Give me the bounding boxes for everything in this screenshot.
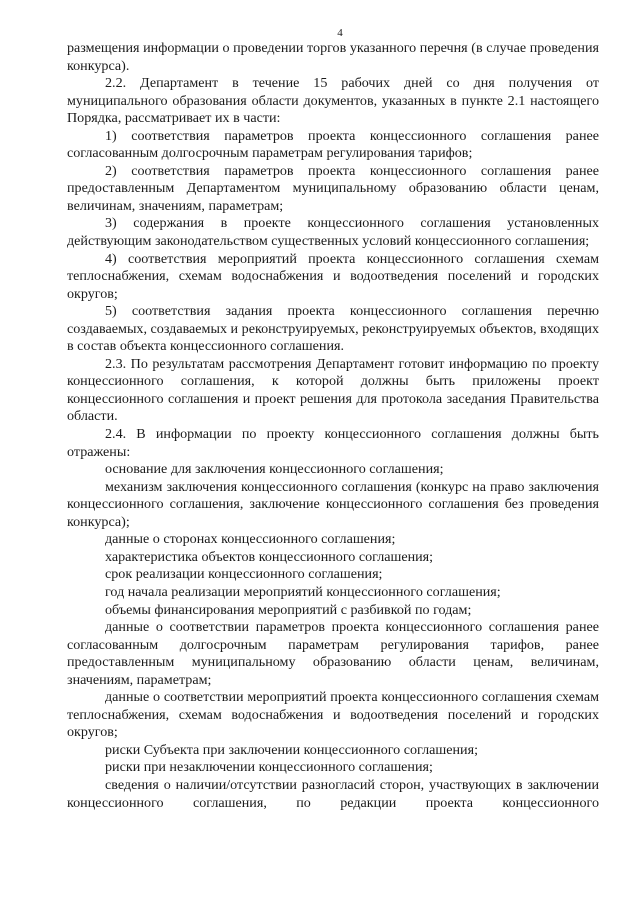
list-item-basis: основание для заключения концессионного соглашения; xyxy=(105,461,444,478)
paragraph-item-3: 3) содержания в проекте концессионного соглашения установленных действующим законодательством существенных условий концессионного соглашения; xyxy=(67,215,599,250)
list-item-objects: характеристика объектов концессионного соглашения; xyxy=(105,548,434,565)
paragraph-2-3: 2.3. По результатам рассмотрения Департамент готовит информацию по проекту концессионного соглашения, к которой должны быть приложены проект концессионного соглашения и проект решения для протокола заседания Правительства области. xyxy=(67,355,599,425)
paragraph-continuation: размещения информации о проведении торгов указанного перечня (в случае проведения конкурса). xyxy=(67,40,599,74)
list-item-risks-conclusion: риски Субъекта при заключении концессионного соглашения; xyxy=(105,741,478,758)
paragraph-item-1: 1) соответствия параметров проекта концессионного соглашения ранее согласованным долгосрочным параметрам регулирования тарифов; xyxy=(67,127,599,162)
list-item-parties: данные о сторонах концессионного соглашения; xyxy=(105,531,396,548)
paragraph-2-2: 2.2. Департамент в течение 15 рабочих дней со дня получения от муниципального образования области документов, указанных в пункте 2.1 настоящего Порядка, рассматривает их в части: xyxy=(67,75,599,127)
page-number: 4 xyxy=(337,27,343,39)
list-item-tariff-compliance: данные о соответствии параметров проекта концессионного соглашения ранее согласованным долгосрочным параметрам регулирования тарифов, ранее предоставленным муниципальному образованию области ценам, величинам, значениям, параметрам; xyxy=(67,619,599,688)
list-item-scheme-compliance: данные о соответствии мероприятий проекта концессионного соглашения схемам теплоснабжения, схемам водоснабжения и водоотведения поселений и городских округов; xyxy=(67,689,599,741)
paragraph-2-4: 2.4. В информации по проекту концессионного соглашения должны быть отражены: xyxy=(67,426,599,460)
list-item-risks-non-conclusion: риски при незаключении концессионного соглашения; xyxy=(105,759,433,776)
list-item-term: срок реализации концессионного соглашения; xyxy=(105,566,383,583)
document-body xyxy=(67,40,599,812)
list-item-start-year: год начала реализации мероприятий концессионного соглашения; xyxy=(105,583,501,600)
list-item-mechanism: механизм заключения концессионного соглашения (конкурс на право заключения концессионного соглашения, заключение концессионного соглашения без проведения конкурса); xyxy=(67,478,599,530)
list-item-funding: объемы финансирования мероприятий с разбивкой по годам; xyxy=(105,601,472,618)
list-item-disagreements: сведения о наличии/отсутствии разногласий сторон, участвующих в заключении концессионного соглашения, по редакции проекта концессионного xyxy=(67,776,599,811)
paragraph-item-5: 5) соответствия задания проекта концессионного соглашения перечню создаваемых, создаваемых и реконструируемых, реконструируемых объектов, входящих в состав объекта концессионного соглашения. xyxy=(67,303,599,355)
paragraph-item-4: 4) соответствия мероприятий проекта концессионного соглашения схемам теплоснабжения, схемам водоснабжения и водоотведения поселений и городских округов; xyxy=(67,250,599,302)
paragraph-item-2: 2) соответствия параметров проекта концессионного соглашения ранее предоставленным Департаментом муниципальному образованию области ценам, величинам, значениям, параметрам; xyxy=(67,162,599,214)
